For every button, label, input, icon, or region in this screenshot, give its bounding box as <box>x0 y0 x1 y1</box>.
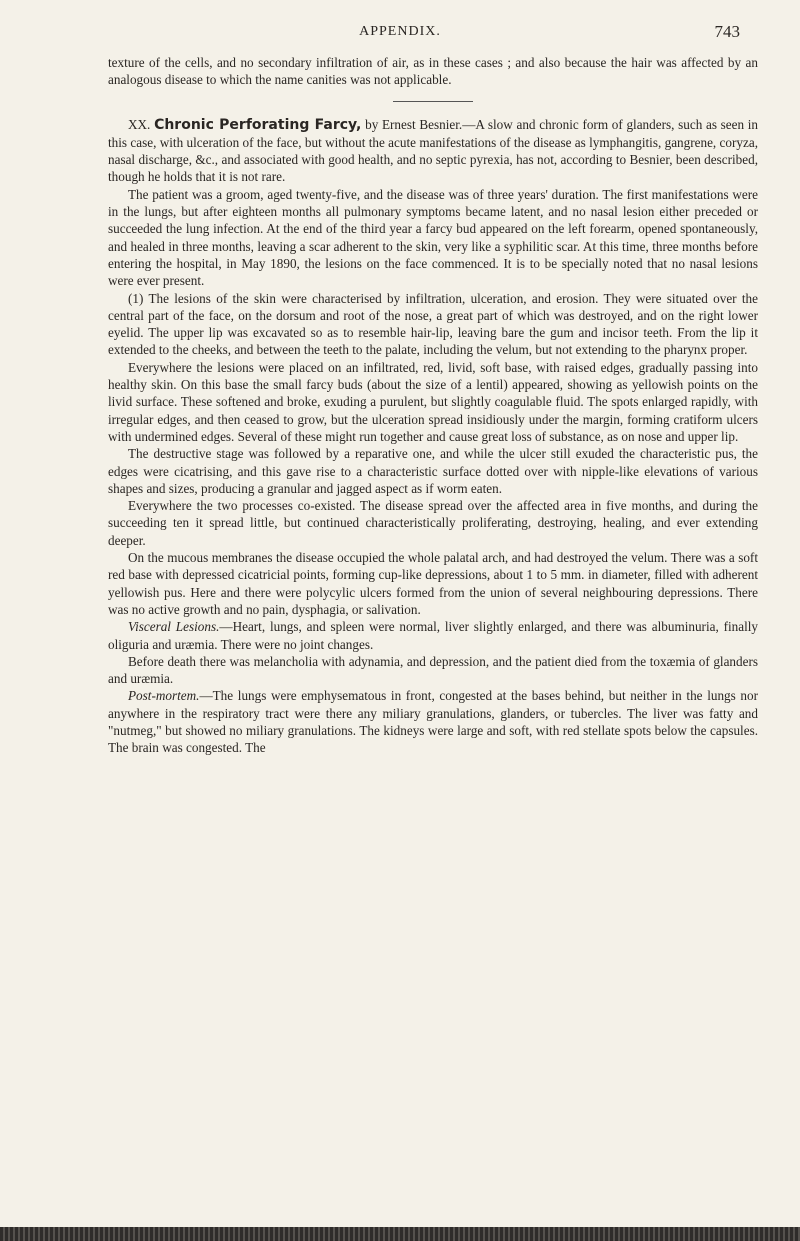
visceral-label: Visceral Lesions. <box>128 619 220 635</box>
running-title: APPENDIX. <box>359 24 441 39</box>
running-header <box>0 22 800 46</box>
section-title: Chronic Perforating Farcy, <box>154 116 362 133</box>
visceral-text: —Heart, lungs, and spleen were normal, liver slightly enlarged, and there was albuminuria, finally oliguria and uræmia. There were no joint changes. <box>108 619 758 652</box>
paragraph: (1) The lesions of the skin were characterised by infiltration, ulceration, and erosion. They were situated over the central part of the face, on the dorsum and root of the nose, a great part of which was destroyed, and on the right lower eyelid. The upper lip was excavated so as to resemble hair-lip, leaving bare the gum and incisor teeth. From the lip it extended to the cheeks, and between the teeth to the palate, including the velum, but not extending to the pharynx proper. <box>108 290 758 358</box>
postmortem-text: —The lungs were emphysematous in front, congested at the bases behind, but neither in the lungs nor anywhere in the respiratory tract were there any miliary granulations, glanders, or tubercles. The liver was fatty and "nutmeg," but showed no miliary granulations. The kidneys were large and soft, with red stellate spots below the capsules. The brain was congested. The <box>108 688 758 756</box>
postmortem-paragraph <box>108 687 758 756</box>
paragraph: On the mucous membranes the disease occupied the whole palatal arch, and had destroyed the velum. There was a soft red base with depressed cicatricial points, forming cup-like depressions, about 1 to 5 mm. in diameter, filled with adherent yellowish pus. Here and there were polycylic ulcers formed from the union of several neighbouring depressions. There was no active growth and no pain, dysphagia, or salivation. <box>108 550 758 617</box>
paragraph: The destructive stage was followed by a reparative one, and while the ulcer still exuded the characteristic pus, the edges were cicatrising, and this gave rise to a characteristic surface dotted over with nipple-like elevations of various shapes and sizes, producing a granular and jagged aspect as if worm eaten. <box>108 446 758 496</box>
before-death-paragraph: Before death there was melancholia with adynamia, and depression, and the patient died from the toxæmia of glanders and uræmia. <box>108 653 758 687</box>
postmortem-label: Post-mortem. <box>128 688 200 704</box>
page-number: 743 <box>714 22 740 41</box>
section-divider <box>393 101 473 102</box>
paragraph: Everywhere the lesions were placed on an infiltrated, red, livid, soft base, with raised edges, gradually passing into healthy skin. On this base the small farcy buds (about the size of a lentil) appeared, showing as yellowish points on the livid surface. These softened and broke, exuding a purulent, but slightly coagulable fluid. The spots enlarged rapidly, with irregular edges, and then ceased to grow, but the ulceration spread insidiously under the margin, forming cratiform ulcers with undermined edges. Several of these might run together and cause great loss of substance, as on nose and upper lip. <box>108 359 758 444</box>
paragraph: Everywhere the two processes co-existed. The disease spread over the affected area in five months, and during the succeeding ten it spread little, but continued characteristically proliferating, destroying, healing, and ever extending deeper. <box>108 498 758 548</box>
intro-paragraph: texture of the cells, and no secondary infiltration of air, as in these cases ; and also because the hair was affected by an analogous disease to which the name canities was not applicable. <box>108 55 758 88</box>
paragraph: The patient was a groom, aged twenty-five, and the disease was of three years' duration. The first manifestations were in the lungs, but after eighteen months all pulmonary symptoms became latent, and no nasal lesion either preceded or succeeded the lung infection. At the end of the third year a farcy bud appeared on the left forearm, opened spontaneously, and healed in three months, leaving a scar adherent to the skin, very like a syphilitic scar. At this time, three months before entering the hospital, in May 1890, the lesions on the face commenced. It is to be specially noted that no nasal lesions were ever present. <box>108 186 758 289</box>
body-text <box>108 54 758 757</box>
section-number: XX. <box>128 116 151 132</box>
section-lead: by Ernest Besnier.—A slow and chronic form of glanders, such as seen in this case, with ulceration of the face, but without the acute manifestations of the disease as lymphangitis, gangrene, coryza, nasal discharge, &c., and associated with good health, and no septic pyrexia, has not, according to Besnier, been described, though he holds that it is not rare. <box>108 116 759 185</box>
visceral-paragraph <box>108 618 758 653</box>
scan-edge-strip <box>0 1227 800 1241</box>
section-heading-paragraph <box>108 116 758 186</box>
